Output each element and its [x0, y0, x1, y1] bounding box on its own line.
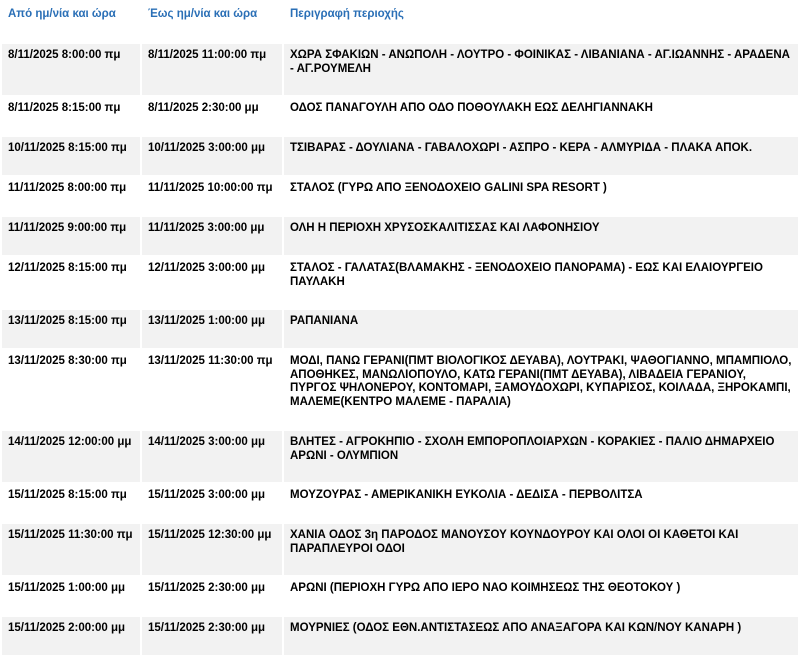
cell-from: 13/11/2025 8:15:00 πμ [2, 310, 140, 348]
table-row [2, 524, 798, 575]
table-row [2, 257, 798, 308]
cell-description: ΣΤΑΛΟΣ - ΓΑΛΑΤΑΣ(ΒΛΑΜΑΚΗΣ - ΞΕΝΟΔΟΧΕΙΟ ΠΑΝΟΡΑΜΑ) - ΕΩΣ ΚΑΙ ΕΛΑΙΟΥΡΓΕΙΟ ΠΑΥΛΑΚΗ [284, 257, 798, 308]
cell-to: 13/11/2025 1:00:00 μμ [142, 310, 282, 348]
cell-from: 8/11/2025 8:15:00 πμ [2, 97, 140, 135]
cell-from: 11/11/2025 8:00:00 πμ [2, 177, 140, 215]
table-row [2, 431, 798, 482]
table-row [2, 350, 798, 429]
cell-description: ΟΛΗ Η ΠΕΡΙΟΧΗ ΧΡΥΣΟΣΚΑΛΙΤΙΣΣΑΣ ΚΑΙ ΛΑΦΟΝΗΣΙΟΥ [284, 217, 798, 255]
cell-to: 13/11/2025 11:30:00 πμ [142, 350, 282, 429]
table-row [2, 577, 798, 615]
cell-to: 8/11/2025 11:00:00 πμ [142, 44, 282, 95]
cell-description: ΡΑΠΑΝΙΑΝΑ [284, 310, 798, 348]
table-row [2, 617, 798, 655]
table-row [2, 97, 798, 135]
cell-from: 10/11/2025 8:15:00 πμ [2, 137, 140, 175]
cell-from: 11/11/2025 9:00:00 πμ [2, 217, 140, 255]
cell-from: 15/11/2025 11:30:00 πμ [2, 524, 140, 575]
table-row [2, 177, 798, 215]
cell-to: 8/11/2025 2:30:00 μμ [142, 97, 282, 135]
cell-description: ΧΩΡΑ ΣΦΑΚΙΩΝ - ΑΝΩΠΟΛΗ - ΛΟΥΤΡΟ - ΦΟΙΝΙΚΑΣ - ΛΙΒΑΝΙΑΝΑ - ΑΓ.ΙΩΑΝΝΗΣ - ΑΡΑΔΕΝΑ - ΑΓ.ΡΟΥΜΕΛΗ [284, 44, 798, 95]
cell-description: ΧΑΝΙΑ ΟΔΟΣ 3η ΠΑΡΟΔΟΣ ΜΑΝΟΥΣΟΥ ΚΟΥΝΔΟΥΡΟΥ ΚΑΙ ΟΛΟΙ ΟΙ ΚΑΘΕΤΟΙ ΚΑΙ ΠΑΡΑΠΛΕΥΡΟΙ ΟΔΟΙ [284, 524, 798, 575]
cell-to: 14/11/2025 3:00:00 μμ [142, 431, 282, 482]
cell-to: 15/11/2025 2:30:00 μμ [142, 617, 282, 655]
cell-from: 15/11/2025 1:00:00 μμ [2, 577, 140, 615]
cell-from: 15/11/2025 2:00:00 μμ [2, 617, 140, 655]
cell-description: ΜΟΥΖΟΥΡΑΣ - ΑΜΕΡΙΚΑΝΙΚΗ ΕΥΚΟΛΙΑ - ΔΕΔΙΣΑ - ΠΕΡΒΟΛΙΤΣΑ [284, 484, 798, 522]
cell-to: 12/11/2025 3:00:00 μμ [142, 257, 282, 308]
cell-to: 15/11/2025 2:30:00 μμ [142, 577, 282, 615]
cell-from: 14/11/2025 12:00:00 μμ [2, 431, 140, 482]
table-row [2, 137, 798, 175]
table-body [2, 44, 798, 655]
cell-to: 10/11/2025 3:00:00 μμ [142, 137, 282, 175]
table-row [2, 44, 798, 95]
cell-to: 11/11/2025 10:00:00 πμ [142, 177, 282, 215]
cell-from: 13/11/2025 8:30:00 πμ [2, 350, 140, 429]
table-header [2, 2, 798, 42]
table-row [2, 217, 798, 255]
header-row [2, 2, 798, 42]
cell-description: ΜΟΥΡΝΙΕΣ (ΟΔΟΣ ΕΘΝ.ΑΝΤΙΣΤΑΣΕΩΣ ΑΠΟ ΑΝΑΞΑΓΟΡΑ ΚΑΙ ΚΩΝ/ΝΟΥ ΚΑΝΑΡΗ ) [284, 617, 798, 655]
table-row [2, 310, 798, 348]
table-row [2, 484, 798, 522]
cell-description: ΟΔΟΣ ΠΑΝΑΓΟΥΛΗ ΑΠΟ ΟΔΟ ΠΟΘΟΥΛΑΚΗ ΕΩΣ ΔΕΛΗΓΙΑΝΝΑΚΗ [284, 97, 798, 135]
cell-from: 15/11/2025 8:15:00 πμ [2, 484, 140, 522]
cell-description: ΒΛΗΤΕΣ - ΑΓΡΟΚΗΠΙΟ - ΣΧΟΛΗ ΕΜΠΟΡΟΠΛΟΙΑΡΧΩΝ - ΚΟΡΑΚΙΕΣ - ΠΑΛΙΟ ΔΗΜΑΡΧΕΙΟ ΑΡΩΝΙ - ΟΛΥΜΠΙΟΝ [284, 431, 798, 482]
cell-to: 15/11/2025 3:00:00 μμ [142, 484, 282, 522]
cell-to: 11/11/2025 3:00:00 μμ [142, 217, 282, 255]
cell-description: ΤΣΙΒΑΡΑΣ - ΔΟΥΛΙΑΝΑ - ΓΑΒΑΛΟΧΩΡΙ - ΑΣΠΡΟ - ΚΕΡΑ - ΑΛΜΥΡΙΔΑ - ΠΛΑΚΑ ΑΠΟΚ. [284, 137, 798, 175]
cell-description: ΣΤΑΛΟΣ (ΓΥΡΩ ΑΠΟ ΞΕΝΟΔΟΧΕΙΟ GALINI SPA RESORT ) [284, 177, 798, 215]
header-description: Περιγραφή περιοχής [284, 2, 798, 42]
cell-from: 12/11/2025 8:15:00 πμ [2, 257, 140, 308]
cell-from: 8/11/2025 8:00:00 πμ [2, 44, 140, 95]
cell-description: ΑΡΩΝΙ (ΠΕΡΙΟΧΗ ΓΥΡΩ ΑΠΟ ΙΕΡΟ ΝΑΟ ΚΟΙΜΗΣΕΩΣ ΤΗΣ ΘΕΟΤΟΚΟΥ ) [284, 577, 798, 615]
cell-to: 15/11/2025 12:30:00 μμ [142, 524, 282, 575]
cell-description: ΜΟΔΙ, ΠΑΝΩ ΓΕΡΑΝΙ(ΠΜΤ ΒΙΟΛΟΓΙΚΟΣ ΔΕΥΑΒΑ), ΛΟΥΤΡΑΚΙ, ΨΑΘΟΓΙΑΝΝΟ, ΜΠΑΜΠΙΟΛΟ, ΑΠΟΘΗΚΕΣ, ΜΑΝΩΛΙΟΠΟΥΛΟ, ΚΑΤΩ ΓΕΡΑΝΙ(ΠΜΤ ΔΕΥΑΒΑ), ΛΙΒΑΔΕΙΑ ΓΕΡΑΝΙΟΥ, ΠΥΡΓΟΣ ΨΗΛΟΝΕΡΟΥ, ΚΟΝΤΟΜΑΡΙ, ΞΑΜΟΥΔΟΧΩΡΙ, ΚΥΠΑΡΙΣΟΣ, ΚΟΙΛΑΔΑ, ΞΗΡΟΚΑΜΠΙ, ΜΑΛΕΜΕ(ΚΕΝΤΡΟ ΜΑΛΕΜΕ - ΠΑΡΑΛΙΑ) [284, 350, 798, 429]
header-to: Έως ημ/νία και ώρα [142, 2, 282, 42]
header-from: Από ημ/νία και ώρα [2, 2, 140, 42]
